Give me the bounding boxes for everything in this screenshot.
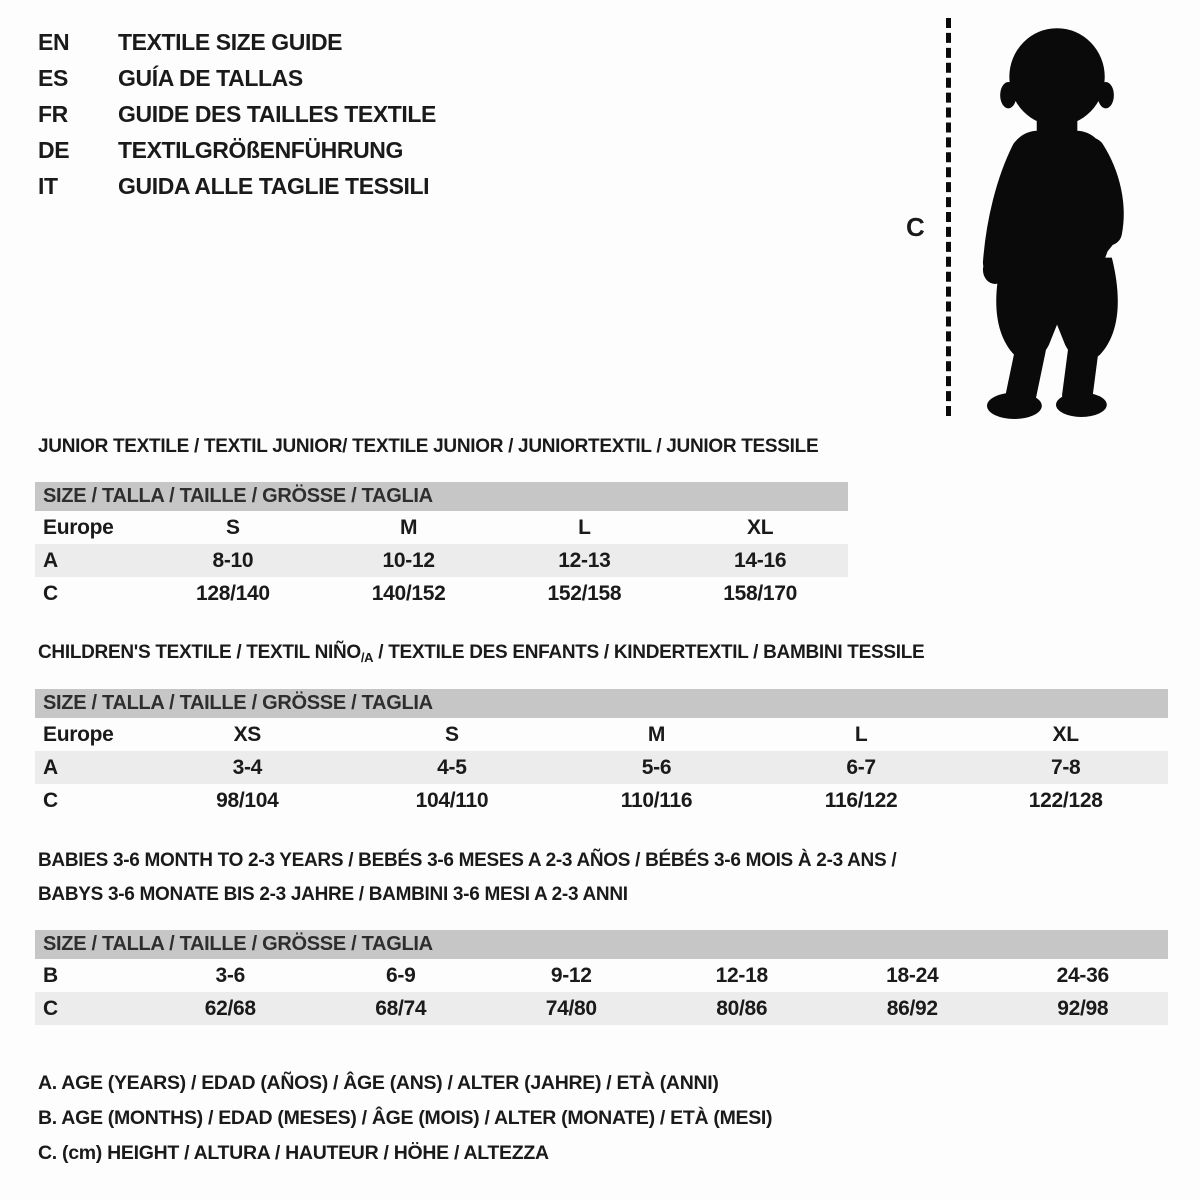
table-cell: 12-18	[715, 963, 768, 987]
table-cell: 140/152	[371, 581, 446, 605]
language-label: TEXTILE SIZE GUIDE	[118, 28, 343, 55]
table-cell: L	[854, 722, 868, 746]
table-cell: 128/140	[195, 581, 270, 605]
language-row	[38, 24, 436, 60]
table-cell: 62/68	[204, 996, 256, 1020]
junior-size-table	[35, 482, 848, 610]
table-cell: 110/116	[620, 788, 693, 812]
table-header-bar: SIZE / TALLA / TAILLE / GRÖSSE / TAGLIA	[35, 930, 1168, 959]
baby-silhouette-icon	[962, 14, 1148, 420]
table-cell: 7-8	[1050, 755, 1081, 779]
language-code: IT	[38, 172, 58, 199]
table-cell: 3-6	[215, 963, 245, 987]
table-cell: 14-16	[734, 548, 787, 572]
height-dashed-line	[946, 18, 951, 416]
table-cell: 10-12	[382, 548, 435, 572]
section-title-line: BABYS 3-6 MONATE BIS 2-3 JAHRE / BAMBINI 3-6 MESI A 2-3 ANNI	[38, 884, 628, 905]
table-cell: 92/98	[1057, 996, 1109, 1020]
table-header-bar: SIZE / TALLA / TAILLE / GRÖSSE / TAGLIA	[35, 482, 848, 511]
table-row	[35, 577, 848, 610]
row-label: A	[43, 755, 58, 779]
row-label: Europe	[43, 722, 114, 746]
table-cell: 98/104	[216, 788, 279, 812]
table-cell: 74/80	[545, 996, 597, 1020]
section-title-text: JUNIOR TEXTILE / TEXTIL JUNIOR/ TEXTILE JUNIOR / JUNIORTEXTIL / JUNIOR TESSILE	[38, 436, 819, 457]
row-label: B	[43, 963, 58, 987]
section-title-text: CHILDREN'S TEXTILE / TEXTIL NIÑO	[38, 642, 361, 663]
table-cell: 122/128	[1028, 788, 1103, 812]
table-row	[35, 718, 1168, 751]
table-cell: 3-4	[232, 755, 263, 779]
children-size-table	[35, 689, 1168, 817]
section-title-children	[38, 636, 924, 675]
row-label: C	[43, 788, 58, 812]
language-code: ES	[38, 64, 68, 91]
table-row	[35, 959, 1168, 992]
table-cell: XS	[233, 722, 261, 746]
table-row	[35, 992, 1168, 1025]
babies-size-table	[35, 930, 1168, 1025]
language-row	[38, 96, 436, 132]
section-title-text: / TEXTILE DES ENFANTS / KINDERTEXTIL / BAMBINI TESSILE	[373, 642, 925, 663]
table-cell: 6-9	[386, 963, 416, 987]
section-title-babies	[38, 844, 896, 912]
table-cell: 116/122	[824, 788, 898, 812]
table-cell: M	[647, 722, 666, 746]
table-cell: L	[578, 515, 591, 539]
table-cell: 12-13	[558, 548, 611, 572]
table-cell: 8-10	[212, 548, 254, 572]
legend-line-b: B. AGE (MONTHS) / EDAD (MESES) / ÂGE (MOIS) / ALTER (MONATE) / ETÀ (MESI)	[38, 1107, 773, 1129]
legend	[38, 1066, 772, 1171]
table-cell: 5-6	[641, 755, 672, 779]
table-cell: XL	[747, 515, 774, 539]
language-list	[38, 24, 436, 204]
table-row	[35, 544, 848, 577]
row-label: C	[43, 581, 58, 605]
language-code: DE	[38, 136, 70, 163]
table-header-bar: SIZE / TALLA / TAILLE / GRÖSSE / TAGLIA	[35, 689, 1168, 718]
table-cell: 152/158	[547, 581, 622, 605]
section-title-subscript: /A	[360, 650, 374, 665]
row-label: Europe	[43, 515, 114, 539]
table-row	[35, 511, 848, 544]
table-cell: S	[226, 515, 240, 539]
language-row	[38, 60, 436, 96]
language-label: GUIDE DES TAILLES TEXTILE	[118, 100, 436, 127]
language-label: GUIDA ALLE TAGLIE TESSILI	[118, 172, 430, 199]
section-title-line: BABIES 3-6 MONTH TO 2-3 YEARS / BEBÉS 3-6 MESES A 2-3 AÑOS / BÉBÉS 3-6 MOIS À 2-3 ANS /	[38, 850, 897, 871]
table-cell: 104/110	[415, 788, 489, 812]
table-cell: M	[400, 515, 418, 539]
table-cell: 86/92	[886, 996, 938, 1020]
section-title-junior	[38, 430, 818, 464]
table-cell: 4-5	[437, 755, 467, 779]
table-cell: S	[445, 722, 459, 746]
table-row	[35, 784, 1168, 817]
table-cell: 6-7	[846, 755, 876, 779]
table-cell: 80/86	[716, 996, 768, 1020]
legend-line-c: C. (cm) HEIGHT / ALTURA / HAUTEUR / HÖHE / ALTEZZA	[38, 1142, 549, 1164]
table-cell: 18-24	[886, 963, 939, 987]
language-code: FR	[38, 100, 68, 127]
row-label: C	[43, 996, 58, 1020]
language-code: EN	[38, 28, 70, 55]
language-label: GUÍA DE TALLAS	[118, 64, 303, 91]
legend-line-a: A. AGE (YEARS) / EDAD (AÑOS) / ÂGE (ANS) / ALTER (JAHRE) / ETÀ (ANNI)	[38, 1072, 719, 1094]
table-cell: 68/74	[375, 996, 427, 1020]
table-row	[35, 751, 1168, 784]
language-row	[38, 168, 436, 204]
table-cell: 24-36	[1056, 963, 1109, 987]
language-row	[38, 132, 436, 168]
height-measure-label: C	[906, 212, 925, 242]
table-cell: 9-12	[550, 963, 592, 987]
language-label: TEXTILGRÖßENFÜHRUNG	[118, 136, 403, 163]
table-cell: 158/170	[723, 581, 798, 605]
row-label: A	[43, 548, 58, 572]
table-cell: XL	[1052, 722, 1079, 746]
